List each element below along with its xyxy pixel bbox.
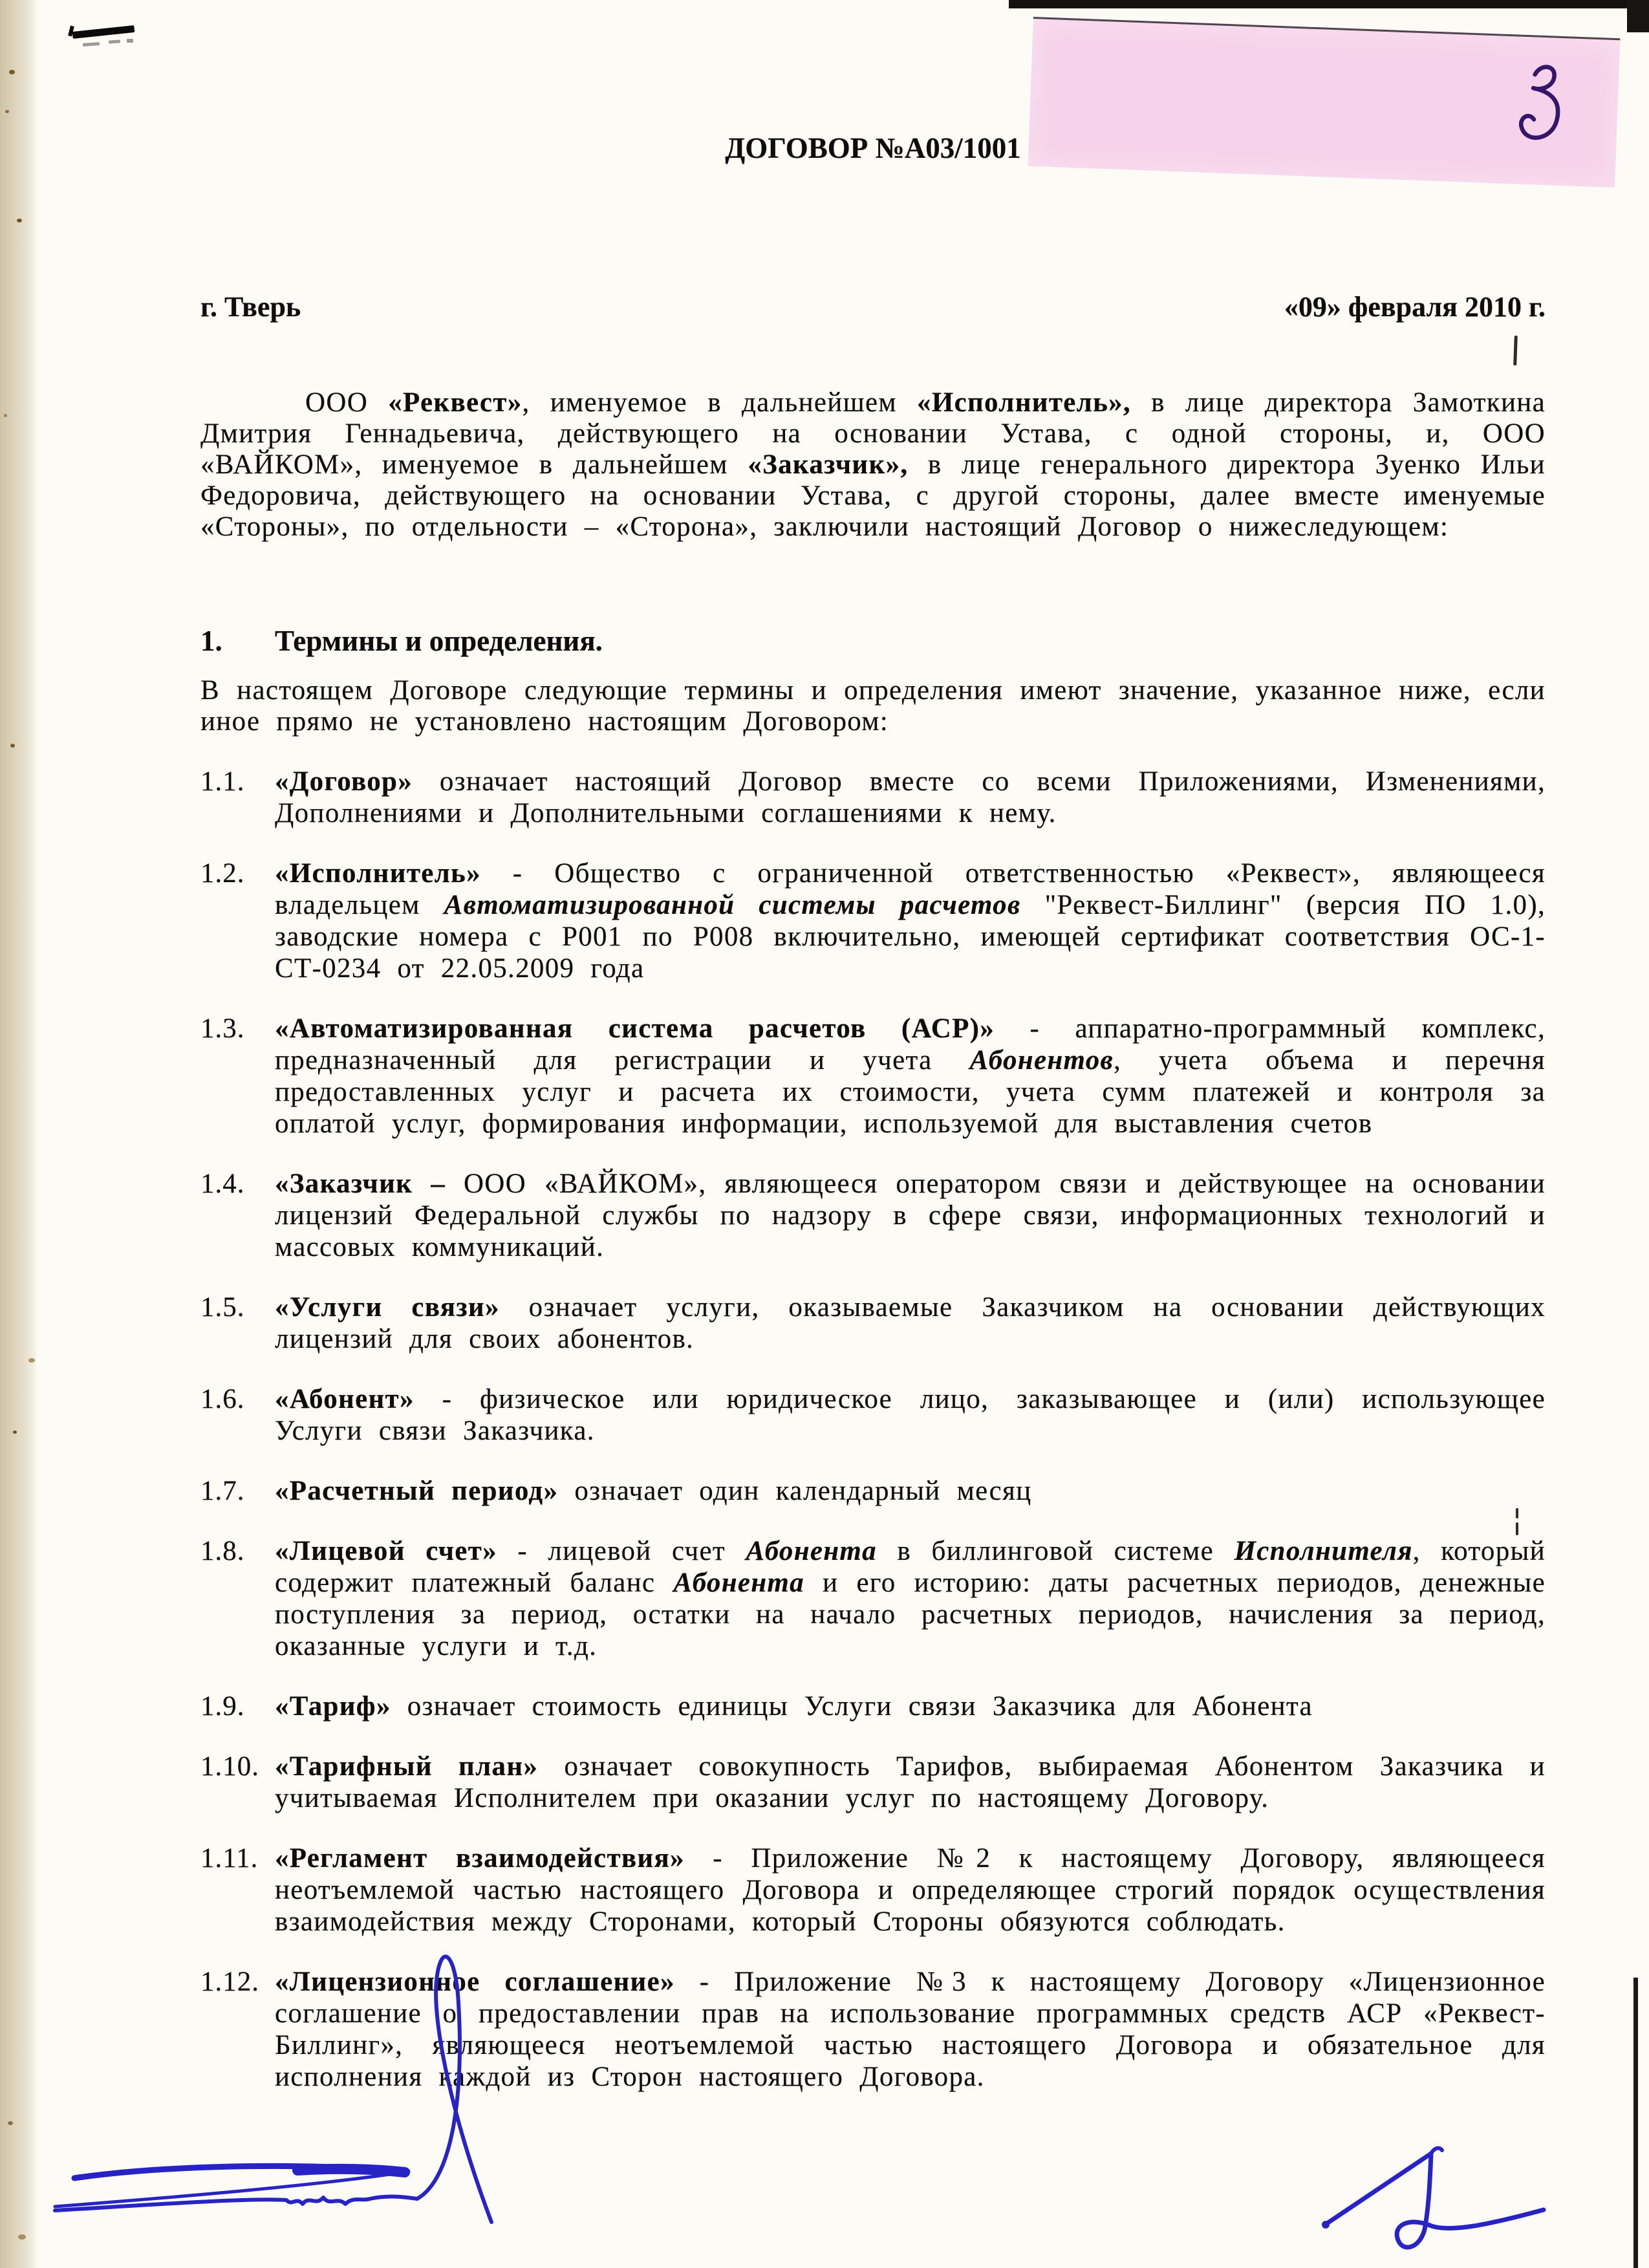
paper-speck bbox=[8, 2121, 13, 2125]
section-heading bbox=[200, 625, 1546, 658]
term-number: 1.5. bbox=[200, 1292, 245, 1323]
term-number: 1.8. bbox=[200, 1536, 245, 1567]
term-emphasis: Абонента bbox=[746, 1536, 877, 1567]
term-text bbox=[275, 858, 1546, 984]
term-run: означает стоимость единицы Услуги связи Заказчика для Абонента bbox=[391, 1691, 1313, 1722]
scan-left-edge bbox=[0, 0, 36, 2268]
term-emphasis: «Абонент» bbox=[275, 1384, 415, 1415]
term-text bbox=[275, 1751, 1546, 1814]
term-number: 1.11. bbox=[200, 1843, 259, 1874]
term-run: - Приложение №3 к настоящему Договору «Лицензионное соглашение о предоставлении прав на использование программных средств АСР «Реквест-Биллинг», являющееся неотъемлемой частью настоящего Договора и обязательное для исполнения каждой из Сторон настоящего Договора. bbox=[275, 1967, 1546, 2093]
term-emphasis: «Тарифный план» bbox=[275, 1751, 539, 1782]
term-emphasis: «Заказчик – bbox=[275, 1169, 446, 1200]
term-run: , который содержит платежный баланс bbox=[275, 1536, 1546, 1599]
term-item bbox=[200, 1751, 1546, 1814]
term-text bbox=[275, 1690, 1546, 1722]
term-run: означает настоящий Договор вместе со всеми Приложениями, Изменениями, Дополнениями и Дополнительными соглашениями к нему. bbox=[275, 766, 1546, 829]
term-item bbox=[200, 1383, 1546, 1447]
term-run: , учета объема и перечня предоставленных услуг и расчета их стоимости, учета сумм платежей и контроля за оплатой услуг, формирования информации, используемой для выставления счетов bbox=[275, 1045, 1546, 1139]
term-emphasis: Автоматизированной системы расчетов bbox=[444, 890, 1021, 921]
term-run: означает один календарный месяц bbox=[558, 1476, 1032, 1507]
term-number: 1.12. bbox=[200, 1967, 259, 1998]
scan-right-edge-artifact bbox=[1633, 1978, 1638, 2268]
document-title: ДОГОВОР №А03/1001 bbox=[725, 132, 1021, 164]
term-run: в биллинговой системе bbox=[876, 1536, 1234, 1567]
term-run: - лицевой счет bbox=[497, 1536, 746, 1567]
term-item bbox=[200, 1842, 1546, 1938]
term-item bbox=[200, 1168, 1546, 1263]
term-item bbox=[200, 1535, 1546, 1662]
term-text bbox=[275, 1535, 1546, 1662]
term-emphasis: «Лицензионное соглашение» bbox=[275, 1967, 675, 1998]
term-item bbox=[200, 1690, 1546, 1722]
paper-speck bbox=[5, 110, 9, 113]
term-run: - Приложение №2 к настоящему Договору, являющееся неотъемлемой частью настоящего Договора и определяющее строгий порядок осуществления взаимодействия между Сторонами, который Стороны обязуются соблюдать. bbox=[275, 1843, 1546, 1938]
term-emphasis: Исполнителя bbox=[1234, 1536, 1413, 1567]
section-number: 1. bbox=[200, 624, 222, 657]
signature-ink-left bbox=[39, 1927, 530, 2244]
term-run: означает услуги, оказываемые Заказчиком на основании действующих лицензий для своих абонентов. bbox=[275, 1292, 1546, 1355]
section-title: Термины и определения. bbox=[275, 624, 603, 657]
paper-speck bbox=[17, 219, 22, 222]
paper-speck bbox=[9, 70, 15, 74]
term-run: в лице генерального директора Зуенко Ильи Федоровича, действующего на основании Устава, с другой стороны, далее вместе именуемые «Стороны», по отдельности – «Сторона», заключили настоящий Договор о нижеследующем: bbox=[200, 449, 1546, 542]
term-emphasis: «Расчетный период» bbox=[275, 1476, 559, 1507]
document-city: г. Тверь bbox=[200, 290, 301, 323]
scan-corner-artifact bbox=[1627, 0, 1649, 32]
term-item bbox=[200, 1291, 1546, 1355]
preamble-paragraph bbox=[200, 387, 1546, 543]
term-emphasis: «Тариф» bbox=[275, 1691, 391, 1722]
term-item bbox=[200, 766, 1546, 829]
term-emphasis: «Реквест» bbox=[388, 387, 523, 418]
term-text bbox=[275, 1168, 1546, 1263]
term-emphasis: Абонентов bbox=[969, 1045, 1114, 1076]
term-number: 1.9. bbox=[200, 1691, 245, 1722]
term-run: "Реквест-Биллинг" (версия ПО 1.0), заводские номера с Р001 по Р008 включительно, имеющей сертификат соответствия ОС-1-СТ-0234 от 22.05.2009 года bbox=[275, 890, 1546, 984]
term-number: 1.6. bbox=[200, 1384, 245, 1415]
document-date: «09» февраля 2010 г. bbox=[1284, 290, 1546, 323]
term-text bbox=[275, 1842, 1546, 1938]
term-run: ООО «ВАЙКОМ», являющееся оператором связи и действующее на основании лицензий Федеральной службы по надзору в сфере связи, информационных технологий и массовых коммуникаций. bbox=[275, 1169, 1546, 1263]
term-text bbox=[275, 1013, 1546, 1139]
term-number: 1.1. bbox=[200, 766, 245, 797]
paper-speck bbox=[4, 414, 7, 417]
term-number: 1.2. bbox=[200, 858, 245, 889]
term-text bbox=[275, 1475, 1546, 1507]
term-emphasis: «Услуги связи» bbox=[275, 1292, 500, 1323]
term-run: , именуемое в дальнейшем bbox=[522, 387, 918, 418]
pen-smudge-artifact bbox=[127, 39, 133, 43]
term-run: ООО bbox=[305, 387, 389, 418]
term-emphasis: «Исполнитель» bbox=[275, 858, 481, 889]
term-number: 1.10. bbox=[200, 1751, 259, 1782]
section-lead-paragraph: В настоящем Договоре следующие термины и определения имеют значение, указанное ниже, если иное прямо не установлено настоящим Договором: bbox=[200, 675, 1546, 737]
paper-speck bbox=[18, 2234, 26, 2240]
term-item bbox=[200, 1013, 1546, 1139]
term-number: 1.3. bbox=[200, 1013, 245, 1044]
term-text bbox=[275, 766, 1546, 829]
term-run: означает совокупность Тарифов, выбираемая Абонентом Заказчика и учитываемая Исполнителем при оказании услуг по настоящему Договору. bbox=[275, 1751, 1546, 1814]
term-emphasis: «Заказчик», bbox=[748, 449, 909, 480]
paper-speck bbox=[13, 1431, 17, 1434]
term-text bbox=[275, 1291, 1546, 1355]
pen-smudge-artifact bbox=[109, 39, 120, 43]
term-number: 1.4. bbox=[200, 1169, 245, 1200]
document-content bbox=[200, 0, 1546, 2093]
term-run: и его историю: даты расчетных периодов, денежные поступления за период, остатки на начало расчетных периодов, начисления за период, оказанные услуги и т.д. bbox=[275, 1568, 1546, 1662]
paper-speck bbox=[10, 744, 15, 748]
term-item bbox=[200, 1475, 1546, 1507]
signature-ink-right bbox=[1293, 2128, 1565, 2263]
pen-mark-artifact bbox=[72, 25, 135, 39]
term-emphasis: «Автоматизированная система расчетов (АСР)» bbox=[275, 1013, 995, 1044]
terms-list bbox=[200, 766, 1546, 2093]
term-emphasis: «Исполнитель», bbox=[917, 387, 1131, 418]
term-number: 1.7. bbox=[200, 1476, 245, 1507]
term-run: - физическое или юридическое лицо, заказывающее и (или) использующее Услуги связи Заказчика. bbox=[275, 1384, 1546, 1447]
term-emphasis: «Регламент взаимодействия» bbox=[275, 1843, 685, 1874]
pen-smudge-artifact bbox=[83, 42, 100, 47]
term-emphasis: «Лицевой счет» bbox=[275, 1536, 497, 1567]
term-run: - Общество с ограниченной ответственностью «Реквест», являющееся владельцем bbox=[275, 858, 1546, 921]
term-run: в лице директора Замоткина Дмитрия Геннадьевича, действующего на основании Устава, с одной стороны, и, ООО «ВАЙКОМ», именуемое в дальнейшем bbox=[200, 387, 1546, 480]
term-emphasis: Абонента bbox=[673, 1568, 804, 1599]
place-date-row bbox=[200, 292, 1546, 323]
term-text bbox=[275, 1383, 1546, 1447]
term-run: - аппаратно-программный комплекс, предназначенный для регистрации и учета bbox=[275, 1013, 1546, 1076]
term-item bbox=[200, 858, 1546, 984]
term-emphasis: «Договор» bbox=[275, 766, 413, 797]
paper-speck bbox=[28, 1358, 35, 1363]
